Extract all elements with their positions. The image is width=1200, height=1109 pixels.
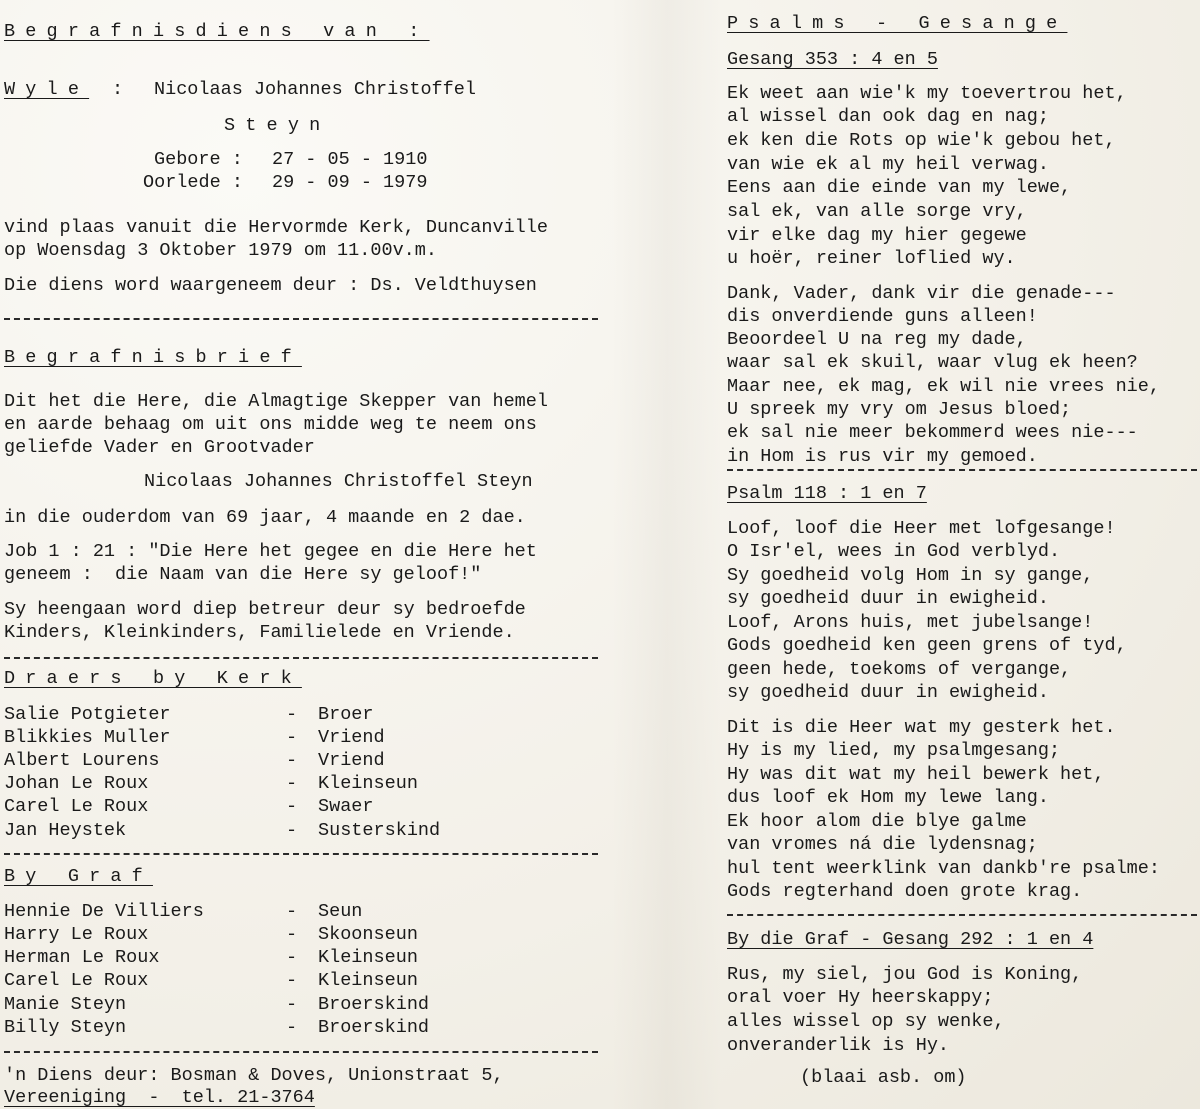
bearer-dash: - xyxy=(286,994,298,1015)
verse-line: Loof, Arons huis, met jubelsange! xyxy=(727,612,1094,633)
verse-line: onveranderlik is Hy. xyxy=(727,1035,950,1056)
bearer-dash: - xyxy=(286,727,298,748)
verse-line: dus loof ek Hom my lewe lang. xyxy=(727,787,1049,808)
died-date: 29 - 09 - 1979 xyxy=(272,172,428,193)
bearer-name: Carel Le Roux xyxy=(4,970,149,991)
verse-line: ek ken die Rots op wie'k gebou het, xyxy=(727,130,1116,151)
bearer-relation: Kleinseun xyxy=(318,970,418,991)
psalm-118-title: Psalm 118 : 1 en 7 xyxy=(727,483,927,504)
verse-line: al wissel dan ook dag en nag; xyxy=(727,106,1049,127)
late-colon: : xyxy=(112,79,124,100)
bearer-relation: Broerskind xyxy=(318,994,430,1015)
bearer-name: Manie Steyn xyxy=(4,994,127,1015)
died-label: Oorlede : xyxy=(143,172,243,193)
officiant: Die diens word waargeneem deur : Ds. Veldthuysen xyxy=(4,275,537,296)
bearer-dash: - xyxy=(286,773,298,794)
psalms-heading: Psalms - Gesange xyxy=(727,13,1068,34)
bearer-name: Jan Heystek xyxy=(4,820,127,841)
verse-line: u hoër, reiner loflied wy. xyxy=(727,248,1016,269)
bearer-dash: - xyxy=(286,820,298,841)
deceased-first-names: Nicolaas Johannes Christoffel xyxy=(154,79,476,100)
verse-line: O Isr'el, wees in God verblyd. xyxy=(727,541,1061,562)
bearer-name: Salie Potgieter xyxy=(4,704,171,725)
verse-line: sy goedheid duur in ewigheid. xyxy=(727,682,1049,703)
bearer-relation: Skoonseun xyxy=(318,924,418,945)
bearer-dash: - xyxy=(286,947,298,968)
bearer-name: Albert Lourens xyxy=(4,750,160,771)
verse-line: van wie ek al my heil verwag. xyxy=(727,154,1049,175)
verse-line: alles wissel op sy wenke, xyxy=(727,1011,1005,1032)
undertaker-line-1: 'n Diens deur: Bosman & Doves, Unionstraat 5, xyxy=(4,1065,504,1086)
verse-line: dis onverdiende guns alleen! xyxy=(727,306,1038,327)
bearer-dash: - xyxy=(286,901,298,922)
verse-line: Maar nee, ek mag, ek wil nie vrees nie, xyxy=(727,376,1160,397)
verse-line: van vromes ná die lydensnag; xyxy=(727,834,1038,855)
verse-line: geen hede, toekoms of vergange, xyxy=(727,659,1072,680)
brief-line-2: en aarde behaag om uit ons midde weg te neem ons xyxy=(4,414,537,435)
verse-line: waar sal ek skuil, waar vlug ek heen? xyxy=(727,352,1138,373)
deceased-surname: Steyn xyxy=(224,115,331,136)
divider xyxy=(4,318,598,320)
bearer-relation: Kleinseun xyxy=(318,773,418,794)
divider xyxy=(4,657,598,659)
verse-line: Rus, my siel, jou God is Koning, xyxy=(727,964,1083,985)
verse-line: Sy goedheid volg Hom in sy gange, xyxy=(727,565,1094,586)
bearer-relation: Vriend xyxy=(318,750,385,771)
bearers-grave-heading: By Graf xyxy=(4,866,153,887)
bearer-name: Billy Steyn xyxy=(4,1017,127,1038)
bearer-dash: - xyxy=(286,924,298,945)
verse-line: Gods regterhand doen grote krag. xyxy=(727,881,1083,902)
bearer-name: Johan Le Roux xyxy=(4,773,149,794)
verse-line: Dit is die Heer wat my gesterk het. xyxy=(727,717,1116,738)
mourning-line-1: Sy heengaan word diep betreur deur sy bedroefde xyxy=(4,599,526,620)
scripture-line-1: Job 1 : 21 : "Die Here het gegee en die Here het xyxy=(4,541,537,562)
verse-line: Beoordeel U na reg my dade, xyxy=(727,329,1027,350)
verse-line: Ek hoor alom die blye galme xyxy=(727,811,1027,832)
venue-line-2: op Woensdag 3 Oktober 1979 om 11.00v.m. xyxy=(4,240,437,261)
bearer-relation: Swaer xyxy=(318,796,374,817)
born-label: Gebore : xyxy=(154,149,243,170)
bearer-dash: - xyxy=(286,796,298,817)
bearer-relation: Kleinseun xyxy=(318,947,418,968)
brief-heading: Begrafnisbrief xyxy=(4,347,302,368)
grave-hymn-title: By die Graf - Gesang 292 : 1 en 4 xyxy=(727,929,1094,950)
brief-line-3: geliefde Vader en Grootvader xyxy=(4,437,315,458)
hymn-1-title: Gesang 353 : 4 en 5 xyxy=(727,49,938,70)
verse-line: Ek weet aan wie'k my toevertrou het, xyxy=(727,83,1127,104)
bearer-name: Blikkies Muller xyxy=(4,727,171,748)
verse-line: in Hom is rus vir my gemoed. xyxy=(727,446,1038,467)
age-line: in die ouderdom van 69 jaar, 4 maande en 2 dae. xyxy=(4,507,526,528)
verse-line: sy goedheid duur in ewigheid. xyxy=(727,588,1049,609)
verse-line: Dank, Vader, dank vir die genade--- xyxy=(727,283,1116,304)
bearer-name: Hennie De Villiers xyxy=(4,901,204,922)
verse-line: sal ek, van alle sorge vry, xyxy=(727,201,1027,222)
divider xyxy=(727,469,1197,471)
paper-fold xyxy=(612,0,722,1109)
scripture-line-2: geneem : die Naam van die Here sy geloof!" xyxy=(4,564,482,585)
venue-line-1: vind plaas vanuit die Hervormde Kerk, Duncanville xyxy=(4,217,548,238)
verse-line: Hy was dit wat my heil bewerk het, xyxy=(727,764,1105,785)
mourning-line-2: Kinders, Kleinkinders, Familielede en Vriende. xyxy=(4,622,515,643)
verse-line: U spreek my vry om Jesus bloed; xyxy=(727,399,1072,420)
full-name: Nicolaas Johannes Christoffel Steyn xyxy=(144,471,533,492)
bearer-name: Carel Le Roux xyxy=(4,796,149,817)
verse-line: Eens aan die einde van my lewe, xyxy=(727,177,1072,198)
bearer-relation: Seun xyxy=(318,901,363,922)
brief-line-1: Dit het die Here, die Almagtige Skepper van hemel xyxy=(4,391,548,412)
born-date: 27 - 05 - 1910 xyxy=(272,149,428,170)
bearer-relation: Vriend xyxy=(318,727,385,748)
verse-line: Hy is my lied, my psalmgesang; xyxy=(727,740,1061,761)
verse-line: ek sal nie meer bekommerd wees nie--- xyxy=(727,422,1138,443)
undertaker-line-2: Vereeniging - tel. 21-3764 xyxy=(4,1087,315,1108)
bearer-dash: - xyxy=(286,750,298,771)
bearer-dash: - xyxy=(286,970,298,991)
verse-line: hul tent weerklink van dankb're psalme: xyxy=(727,858,1160,879)
verse-line: vir elke dag my hier gegewe xyxy=(727,225,1027,246)
bearer-dash: - xyxy=(286,704,298,725)
divider xyxy=(4,853,598,855)
divider xyxy=(4,1051,598,1053)
bearer-relation: Susterskind xyxy=(318,820,441,841)
service-heading: Begrafnisdiens van : xyxy=(4,21,430,42)
divider xyxy=(727,914,1197,916)
late-label: Wyle xyxy=(4,79,90,100)
bearer-name: Herman Le Roux xyxy=(4,947,160,968)
bearer-dash: - xyxy=(286,1017,298,1038)
bearer-relation: Broer xyxy=(318,704,374,725)
verse-line: Loof, loof die Heer met lofgesange! xyxy=(727,518,1116,539)
bearer-relation: Broerskind xyxy=(318,1017,430,1038)
verse-line: Gods goedheid ken geen grens of tyd, xyxy=(727,635,1127,656)
verse-line: oral voer Hy heerskappy; xyxy=(727,987,994,1008)
turn-over-note: (blaai asb. om) xyxy=(800,1067,967,1088)
bearers-church-heading: Draers by Kerk xyxy=(4,668,302,689)
bearer-name: Harry Le Roux xyxy=(4,924,149,945)
